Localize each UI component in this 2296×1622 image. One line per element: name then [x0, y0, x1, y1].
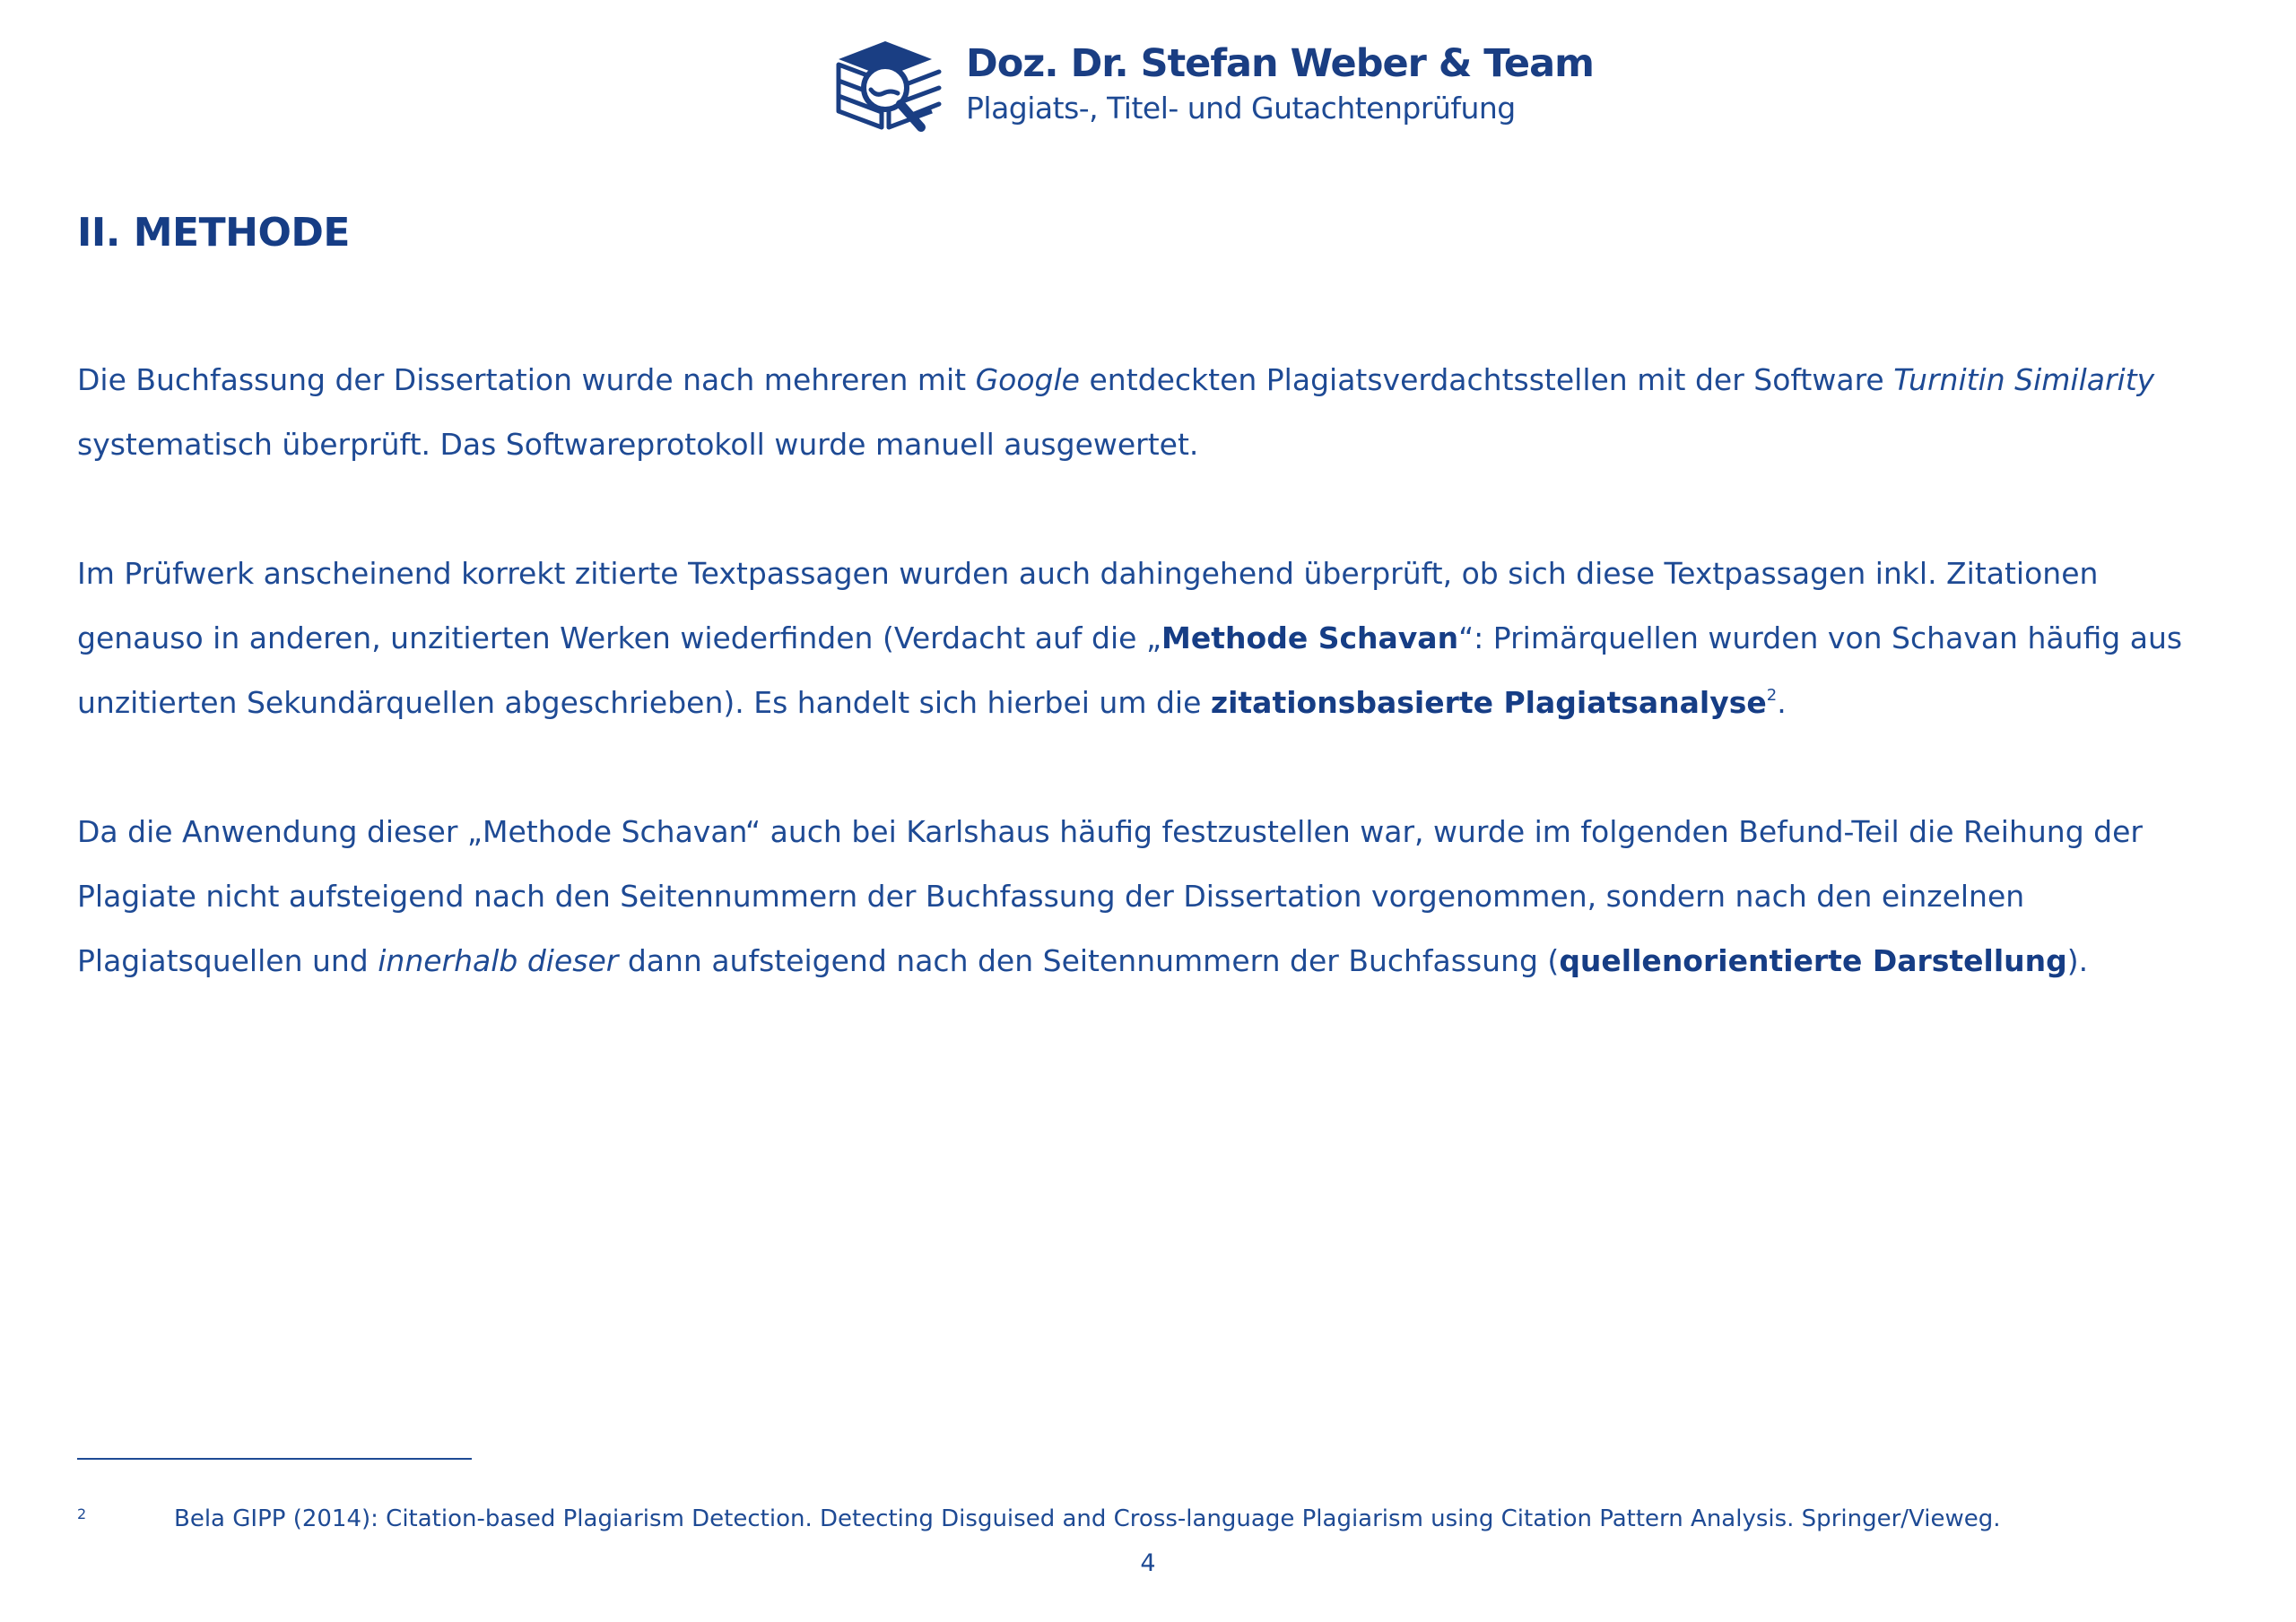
- paragraph-3: [77, 800, 2230, 993]
- text-run: entdeckten Plagiatsverdachtsstellen mit der Software: [1079, 362, 1894, 397]
- text-run: systematisch überprüft. Das Softwareprotokoll wurde manuell ausgewertet.: [77, 427, 1199, 462]
- section-title: II. METHODE: [77, 210, 350, 256]
- bold-run: quellenorientierte Darstellung: [1559, 943, 2067, 978]
- footnote-text: Bela GIPP (2014): Citation-based Plagiarism Detection. Detecting Disguised and Cross-language Plagiarism using Citation Pattern Analysis. Springer/Vieweg.: [174, 1505, 2001, 1532]
- italic-run: innerhalb dieser: [378, 943, 619, 978]
- footnote-divider: [77, 1458, 472, 1460]
- text-run: Da die Anwendung dieser „Methode Schavan“ auch bei Karlshaus häufig festzustellen war, wurde im folgenden Befund-Teil die Reihung der Plagiate nicht aufsteigend nach den Seitennummern der Buchfassung der Dissertation vorgenommen, sondern nach den einzelnen Plagiatsquellen und: [77, 814, 2143, 978]
- brand-subtitle: Plagiats-, Titel- und Gutachtenprüfung: [966, 91, 1516, 126]
- text-run: ).: [2066, 943, 2089, 978]
- italic-run: Turnitin Similarity: [1893, 362, 2155, 397]
- text-run: Die Buchfassung der Dissertation wurde nach mehreren mit: [77, 362, 976, 397]
- header-brand: [830, 34, 1594, 134]
- paragraph-1: [77, 348, 2230, 477]
- brand-text: [966, 39, 1594, 129]
- paragraph-2: [77, 542, 2230, 735]
- text-run: .: [1777, 685, 1787, 720]
- bold-run: zitationsbasierte Plagiatsanalyse: [1210, 685, 1767, 720]
- text-run: “: Primärquellen wurden von Schavan häufig aus unzitierten Sekundärquellen abgeschrieben). Es handelt sich hierbei um die: [77, 620, 2183, 720]
- footnote-reference[interactable]: 2: [1766, 686, 1778, 705]
- text-run: Im Prüfwerk anscheinend korrekt zitierte Textpassagen wurden auch dahingehend überprüft, ob sich diese Textpassagen inkl. Zitationen genauso in anderen, unzitierten Werken wiederfinden (Verdacht auf die „: [77, 556, 2099, 655]
- text-run: dann aufsteigend nach den Seitennummern der Buchfassung (: [618, 943, 1560, 978]
- footnote: [77, 1503, 2230, 1535]
- bold-run: Methode Schavan: [1161, 620, 1459, 655]
- page-number: 4: [1140, 1549, 1156, 1577]
- italic-run: Google: [975, 362, 1080, 397]
- brand-name: Doz. Dr. Stefan Weber & Team: [966, 41, 1594, 86]
- footnote-number: 2: [77, 1505, 87, 1522]
- body-text: [77, 348, 2230, 1058]
- book-magnifier-icon: [830, 34, 946, 134]
